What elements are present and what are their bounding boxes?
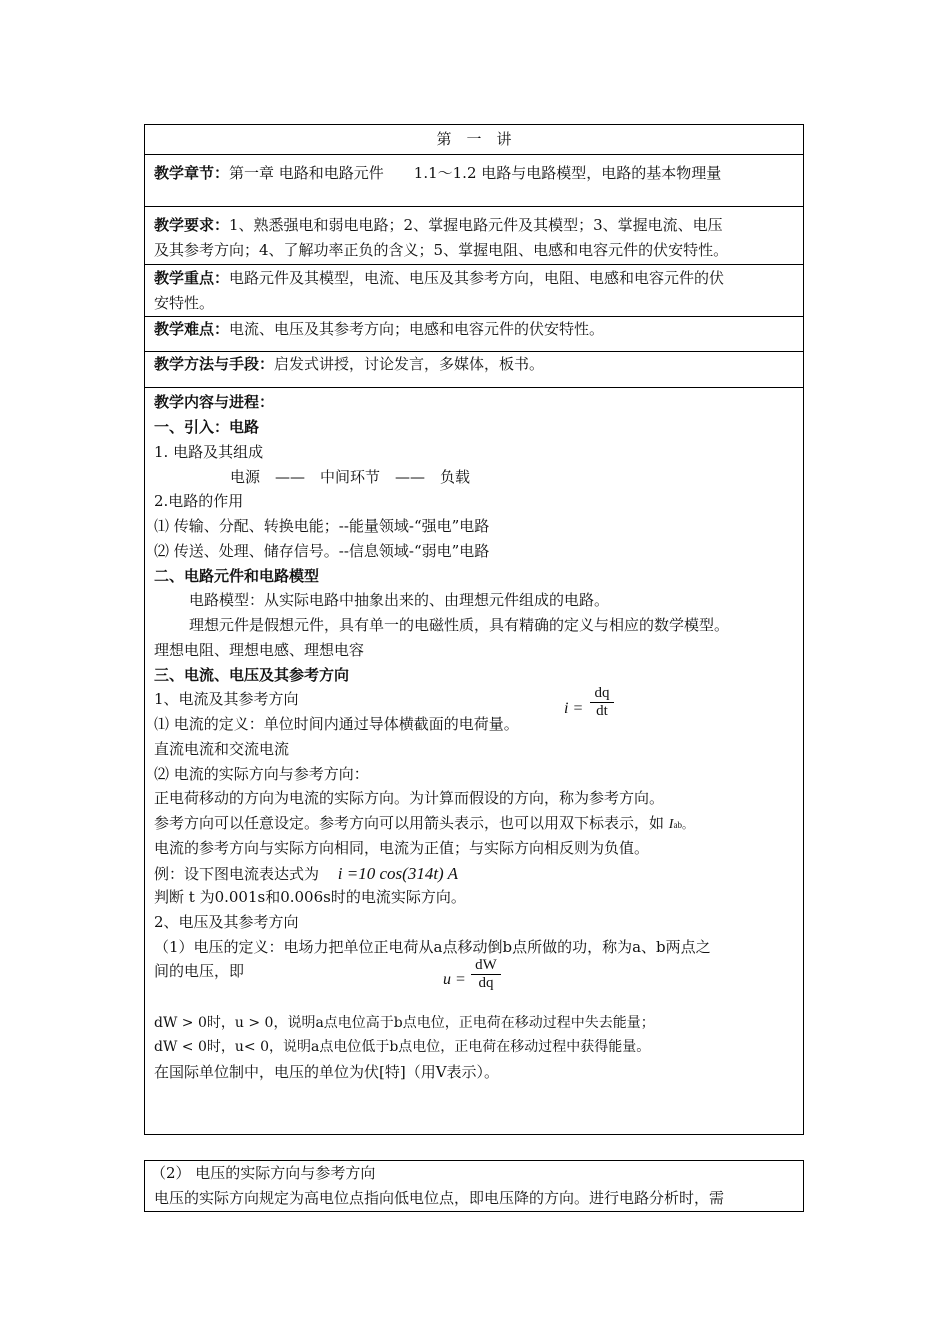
content-row (145, 388, 803, 1134)
key-points-label: 教学重点： (154, 269, 230, 287)
s3-para1: 正电荷移动的方向为电流的实际方向。为计算而假设的方向，称为参考方向。 (154, 789, 665, 807)
s3-para2-subscript: ab (673, 820, 682, 830)
s3-para2-end: 。 (681, 818, 693, 831)
s3-judge: 判断 t 为0.001s和0.006s时的电流实际方向。 (154, 888, 466, 906)
s3-dc-ac: 直流电流和交流电流 (154, 740, 290, 758)
s2-para2: 理想元件是假想元件，具有单一的电磁性质，具有精确的定义与相应的数学模型。 (189, 616, 730, 634)
s3-unit: 在国际单位制中，电压的单位为伏[特]（用V表示）。 (154, 1063, 500, 1081)
formula-current-lhs: i (564, 700, 569, 717)
s3-para3: 电流的参考方向与实际方向相同，电流为正值；与实际方向相反则为负值。 (154, 839, 650, 857)
chapter-label: 教学章节： (154, 164, 230, 182)
methods-label: 教学方法与手段： (154, 355, 275, 373)
next-table (144, 1160, 804, 1212)
s3-item1b: ⑵ 电流的实际方向与参考方向： (154, 765, 369, 783)
formula-voltage-lhs: u (443, 971, 451, 988)
s3-item2a-line2: 间的电压，即 (154, 962, 245, 980)
s2-para3: 理想电阻、理想电感、理想电容 (154, 641, 365, 659)
s3-example-text: 例：设下图电流表达式为 (154, 865, 320, 883)
s3-example-formula: i =10 cos(314t) A (337, 864, 459, 883)
s2-para1: 电路模型：从实际电路中抽象出来的、由理想元件组成的电路。 (189, 591, 610, 609)
s3-para2 (154, 811, 693, 838)
s3-para2-symbol: I (668, 817, 674, 832)
section1-title: 一、引入：电路 (154, 418, 260, 436)
s3-item1: 1、电流及其参考方向 (154, 690, 299, 708)
formula-current-fraction (590, 685, 614, 720)
key-points-line1: 电路元件及其模型，电流、电压及其参考方向，电阻、电感和电容元件的伏 (229, 269, 725, 287)
formula-current: i = (564, 700, 584, 717)
s1-item2: 2.电路的作用 (154, 492, 244, 510)
s1-item2b: ⑵ 传送、处理、储存信号。--信息领域-“弱电”电路 (154, 542, 490, 560)
formula-voltage-fraction (471, 957, 501, 992)
formula-current-den: dt (596, 703, 608, 719)
key-points-row (145, 265, 803, 317)
formula-voltage-den: dq (478, 975, 494, 991)
title-row (145, 125, 803, 155)
s3-item2: 2、电压及其参考方向 (154, 913, 299, 931)
chapter-row (145, 155, 803, 207)
requirements-line1: 1、熟悉强电和弱电电路；2、掌握电路元件及其模型；3、掌握电流、电压 (229, 216, 723, 234)
requirements-row (145, 207, 803, 265)
s3-item1a: ⑴ 电流的定义：单位时间内通过导体横截面的电荷量。 (154, 715, 519, 733)
requirements-line2: 及其参考方向；4、了解功率正负的含义；5、掌握电阻、电感和电容元件的伏安特性。 (154, 241, 729, 259)
key-points-line2: 安特性。 (154, 294, 215, 312)
s1-chain: 电源 —— 中间环节 —— 负载 (230, 468, 471, 486)
s1-item1: 1. 电路及其组成 (154, 443, 264, 461)
methods-row (145, 352, 803, 388)
s3-case1: dW > 0时，u > 0，说明a点电位高于b点电位，正电荷在移动过程中失去能量； (154, 1015, 655, 1031)
s3-item2a-line1: （1）电压的定义：电场力把单位正电荷从a点移动倒b点所做的功，称为a、b两点之 (154, 938, 711, 956)
formula-voltage-num: dW (475, 957, 497, 973)
next-title: （2） 电压的实际方向与参考方向 (151, 1164, 376, 1182)
next-line: 电压的实际方向规定为高电位点指向低电位点，即电压降的方向。进行电路分析时，需 (154, 1189, 725, 1207)
s1-item2a: ⑴ 传输、分配、转换电能；--能量领域-“强电”电路 (154, 517, 490, 535)
requirements-label: 教学要求： (154, 216, 230, 234)
difficulties-value: 电流、电压及其参考方向；电感和电容元件的伏安特性。 (229, 320, 605, 338)
section2-title: 二、电路元件和电路模型 (154, 567, 320, 585)
s3-case2: dW < 0时，u< 0，说明a点电位低于b点电位，正电荷在移动过程中获得能量。 (154, 1039, 651, 1055)
s3-para2-text: 参考方向可以任意设定。参考方向可以用箭头表示，也可以用双下标表示，如 (154, 814, 665, 832)
formula-voltage: u = (443, 971, 466, 988)
chapter-value: 第一章 电路和电路元件 1.1～1.2 电路与电路模型，电路的基本物理量 (229, 164, 722, 182)
lecture-table (144, 124, 804, 1135)
section3-title: 三、电流、电压及其参考方向 (154, 666, 350, 684)
s3-example (154, 861, 458, 887)
lecture-title: 第 一 讲 (436, 130, 512, 148)
difficulties-label: 教学难点： (154, 320, 230, 338)
formula-current-num: dq (594, 685, 610, 701)
methods-value: 启发式讲授，讨论发言，多媒体，板书。 (274, 355, 545, 373)
difficulties-row (145, 317, 803, 352)
content-heading: 教学内容与进程： (154, 393, 275, 411)
